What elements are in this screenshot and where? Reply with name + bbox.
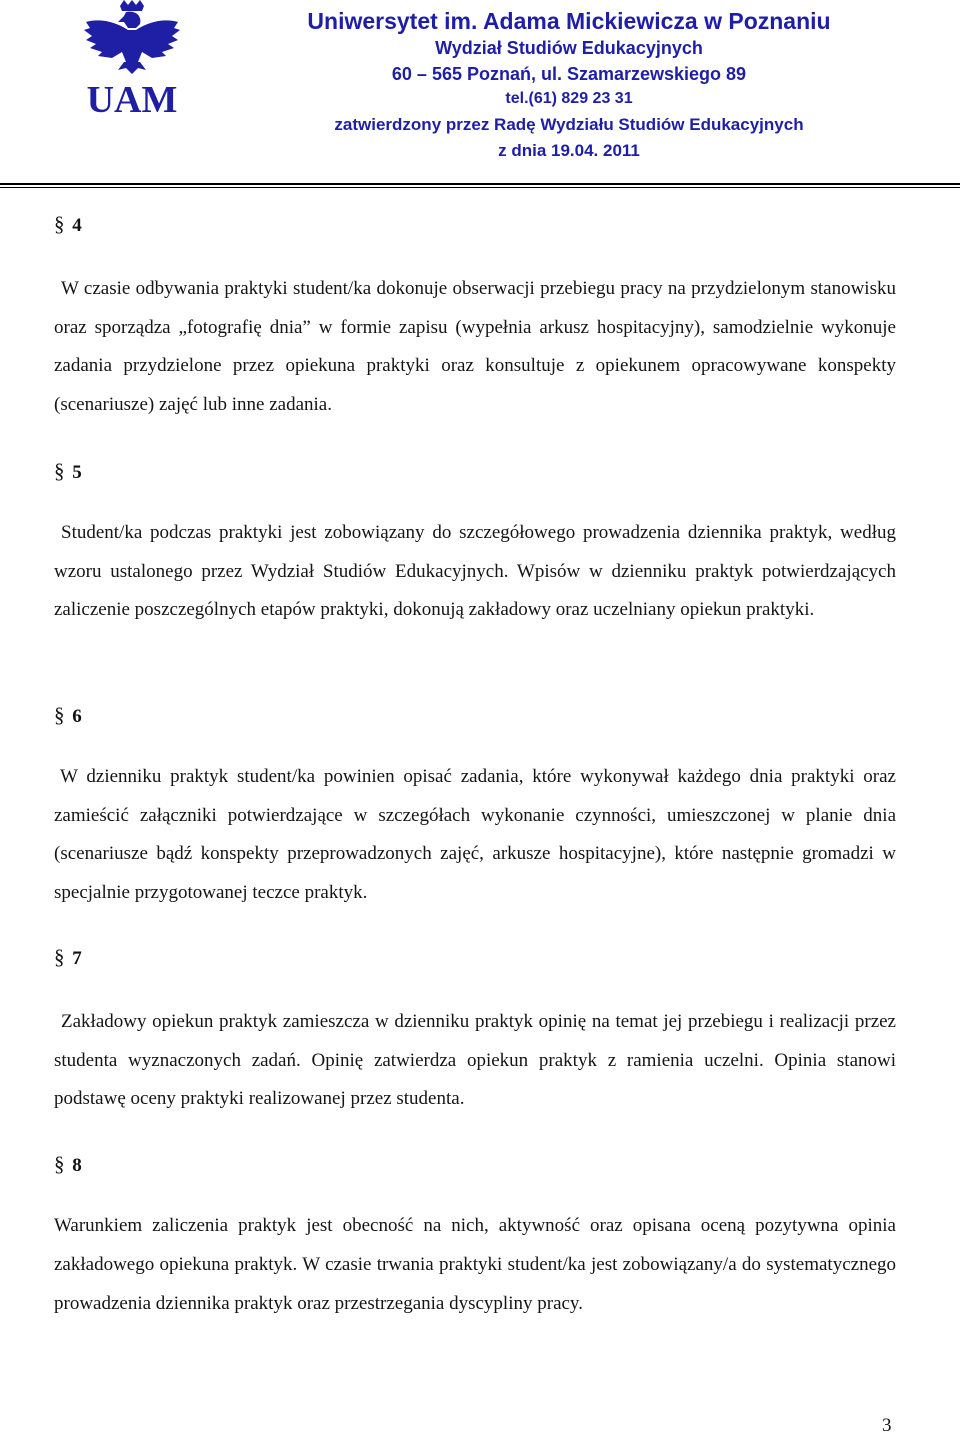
section-text-6: W dzienniku praktyk student/ka powinien opisać zadania, które wykonywał każdego dnia praktyki oraz zamieścić załączniki potwierdzające w szczegółach wykonanie czynności, umieszczonej w planie dnia (scenariusze bądź konspekty przeprowadzonych zajęć, arkusze hospitacyjne), które następnie gromadzi w specjalnie przygotowanej teczce praktyk. xyxy=(54,766,896,903)
letterhead xyxy=(224,8,914,162)
section-text-4: W czasie odbywania praktyki student/ka dokonuje obserwacji przebiegu pracy na przydzielonym stanowisku oraz sporządza „fotografię dnia” w formie zapisu (wypełnia arkusz hospitacyjny), samodzielnie wykonuje zadania przydzielone przez opiekuna praktyki oraz konsultuje z opiekunem opracowywane konspekty (scenariusze) zajęć lub inne zadania. xyxy=(54,278,896,415)
section-heading-8 xyxy=(54,1152,82,1177)
section-number: 4 xyxy=(72,215,82,236)
section-number: 6 xyxy=(72,706,82,727)
paragraph-symbol: § xyxy=(54,459,65,483)
logo-text: UAM xyxy=(86,79,178,116)
section-heading-7 xyxy=(54,945,82,970)
section-text-5: Student/ka podczas praktyki jest zobowiązany do szczegółowego prowadzenia dziennika praktyk, według wzoru ustalonego przez Wydział Studiów Edukacyjnych. Wpisów w dzienniku praktyk potwierdzających zaliczenie poszczególnych etapów praktyki, dokonują zakładowy oraz uczelniany opiekun praktyki. xyxy=(54,522,896,621)
header-divider-thin xyxy=(0,187,960,188)
uam-eagle-logo xyxy=(80,0,184,116)
paragraph-symbol: § xyxy=(54,703,65,727)
paragraph-symbol: § xyxy=(54,212,65,236)
university-name: Uniwersytet im. Adama Mickiewicza w Poznaniu xyxy=(307,8,831,34)
paragraph-symbol: § xyxy=(54,945,65,969)
section-heading-6 xyxy=(54,703,82,728)
section-number: 7 xyxy=(72,948,82,969)
paragraph-symbol: § xyxy=(54,1152,65,1176)
faculty-name: Wydział Studiów Edukacyjnych xyxy=(435,38,703,58)
section-number: 5 xyxy=(72,462,82,483)
section-number: 8 xyxy=(72,1155,82,1176)
approval-note: zatwierdzony przez Radę Wydziału Studiów Edukacyjnych xyxy=(334,115,804,134)
header-divider-thick xyxy=(0,183,960,185)
address: 60 – 565 Poznań, ul. Szamarzewskiego 89 xyxy=(391,64,747,84)
section-heading-4 xyxy=(54,212,82,237)
page-number: 3 xyxy=(882,1415,892,1436)
approval-date: z dnia 19.04. 2011 xyxy=(498,141,640,160)
section-text-7: Zakładowy opiekun praktyk zamieszcza w dzienniku praktyk opinię na temat jej przebiegu i realizacji przez studenta wyznaczonych zadań. Opinię zatwierdza opiekun praktyk z ramienia uczelni. Opinia stanowi podstawę oceny praktyki realizowanej przez studenta. xyxy=(54,1011,896,1110)
phone: tel.(61) 829 23 31 xyxy=(505,90,633,107)
section-heading-5 xyxy=(54,459,82,484)
section-text-8: Warunkiem zaliczenia praktyk jest obecność na nich, aktywność oraz opisana oceną pozytywna opinia zakładowego opiekuna praktyk. W czasie trwania praktyki student/ka jest zobowiązany/a do systematycznego prowadzenia dziennika praktyk oraz przestrzegania dyscypliny pracy. xyxy=(54,1215,896,1314)
